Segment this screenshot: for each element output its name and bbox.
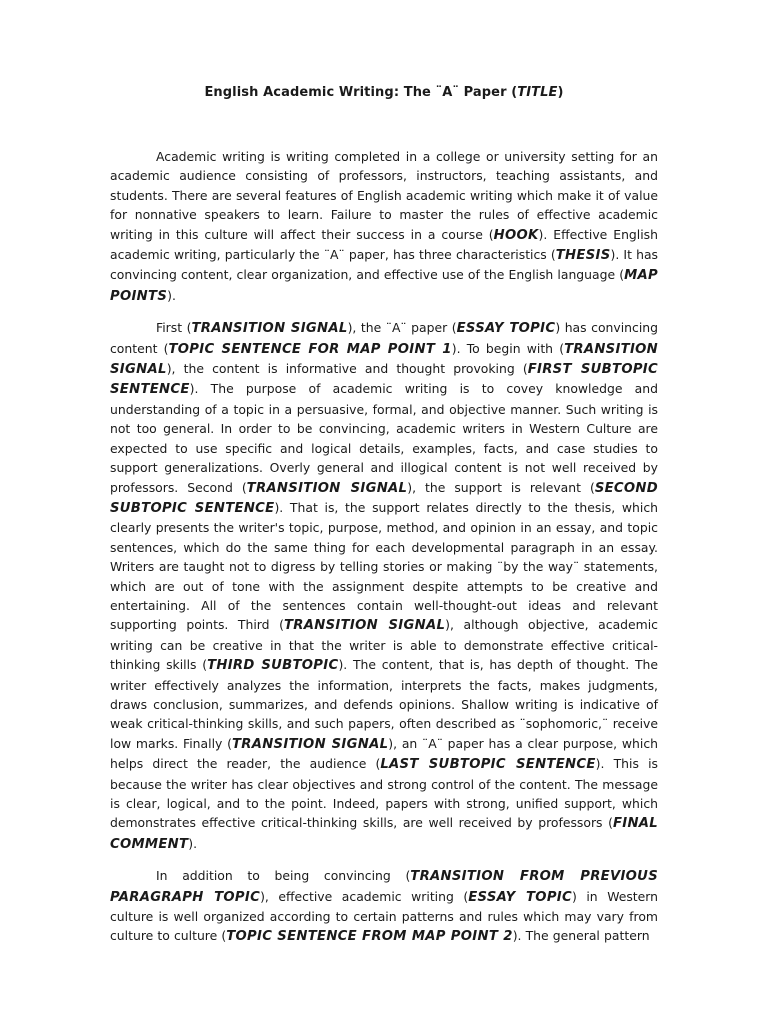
paragraph-text: ). It has convincing content, clear organization, and effective use of the English language (: [110, 247, 658, 283]
structure-tag: ESSAY TOPIC: [468, 889, 572, 905]
structure-tag: ESSAY TOPIC: [456, 321, 556, 337]
paragraph-text: ), effective academic writing (: [260, 888, 469, 904]
paragraph-text: ). The content, that is, has depth of thought. The writer effectively analyzes the information, interprets the facts, makes judgments, draws conclusion, summarizes, and defends opinions. Shallow writing is indicative of weak critical-thinking skills, and such papers, often described as ¨sophomoric,¨ receive low marks. Finally (: [110, 657, 658, 751]
structure-tag: TRANSITION FROM PREVIOUS PARAGRAPH TOPIC: [110, 869, 658, 905]
title-tag: TITLE: [517, 85, 558, 100]
title-text: English Academic Writing: The ¨A¨ Paper (: [204, 85, 518, 100]
paragraph-text: ), the ¨A¨ paper (: [347, 320, 457, 336]
document-title: [110, 85, 658, 100]
structure-tag: TOPIC SENTENCE FROM MAP POINT 2: [226, 929, 513, 945]
paragraph-text: ), the support is relevant (: [407, 479, 595, 495]
paragraph-text: ), the content is informative and thought provoking (: [166, 361, 528, 377]
paragraph-text: ).: [167, 287, 176, 303]
paragraph-organization: [110, 866, 658, 947]
paragraph-text: ). The general pattern: [512, 928, 650, 944]
paragraph-introduction: [110, 147, 658, 306]
structure-tag: LAST SUBTOPIC SENTENCE: [380, 757, 596, 773]
structure-tag: MAP POINTS: [110, 268, 658, 304]
structure-tag: TOPIC SENTENCE FOR MAP POINT 1: [168, 341, 452, 357]
paragraph-text: ). The purpose of academic writing is to covey knowledge and understanding of a topic in a persuasive, formal, and objective manner. Such writing is not too general. In order to be convincing, academic writers in Western Culture are expected to use specific and logical details, examples, facts, and case studies to support generalizations. Overly general and illogical content is not well received by professors. Second (: [110, 381, 658, 495]
paragraph-text: ) has convincing content (: [110, 320, 658, 356]
structure-tag: THIRD SUBTOPIC: [207, 658, 339, 674]
paragraph-text: ). Effective English academic writing, particularly the ¨A¨ paper, has three characteristics (: [110, 226, 658, 263]
structure-tag: FINAL COMMENT: [110, 816, 658, 852]
paragraph-text: In addition to being convincing (: [156, 868, 411, 884]
paragraph-text: ). That is, the support relates directly to the thesis, which clearly presents the writer's topic, purpose, method, and opinion in an essay, and topic sentences, which do the same thing for each developmental paragraph in an essay. Writers are taught not to digress by telling stories or making ¨by the way¨ statements, which are out of tone with the assignment despite attempts to be creative and entertaining. All of the sentences contain well-thought-out ideas and relevant supporting points. Third (: [110, 499, 658, 633]
document-body: [110, 147, 658, 947]
paragraph-content: [110, 318, 658, 854]
structure-tag: TRANSITION SIGNAL: [283, 618, 446, 634]
title-close-paren: ): [557, 85, 564, 100]
paragraph-text: ), although objective, academic writing can be creative in that the writer is able to demonstrate effective critical-thinking skills (: [110, 617, 658, 673]
structure-tag: TRANSITION SIGNAL: [110, 341, 659, 378]
paragraph-text: ). This is because the writer has clear objectives and strong control of the content. The message is clear, logical, and to the point. Indeed, papers with strong, unified support, which demonstrates effective critical-thinking skills, are well received by professors (: [110, 756, 658, 831]
paragraph-text: ) in Western culture is well organized according to certain patterns and rules which may vary from culture to culture (: [110, 888, 659, 944]
paragraph-text: First (: [156, 320, 192, 336]
structure-tag: FIRST SUBTOPIC SENTENCE: [110, 362, 658, 398]
paragraph-text: ). To begin with (: [451, 340, 565, 356]
structure-tag: TRANSITION SIGNAL: [246, 480, 408, 496]
structure-tag: THESIS: [555, 248, 611, 264]
structure-tag: TRANSITION SIGNAL: [191, 321, 348, 337]
structure-tag: SECOND SUBTOPIC SENTENCE: [110, 480, 658, 516]
paragraph-text: ).: [188, 835, 198, 851]
structure-tag: HOOK: [493, 227, 539, 243]
paragraph-text: Academic writing is writing completed in a college or university setting for an academic audience consisting of professors, instructors, teaching assistants, and students. There are several features of English academic writing which make it of value for nonnative speakers to learn. Failure to master the rules of effective academic writing in this culture will affect their success in a course (: [110, 149, 658, 242]
paragraph-text: ), an ¨A¨ paper has a clear purpose, which helps direct the reader, the audience (: [110, 735, 658, 772]
structure-tag: TRANSITION SIGNAL: [231, 736, 389, 752]
